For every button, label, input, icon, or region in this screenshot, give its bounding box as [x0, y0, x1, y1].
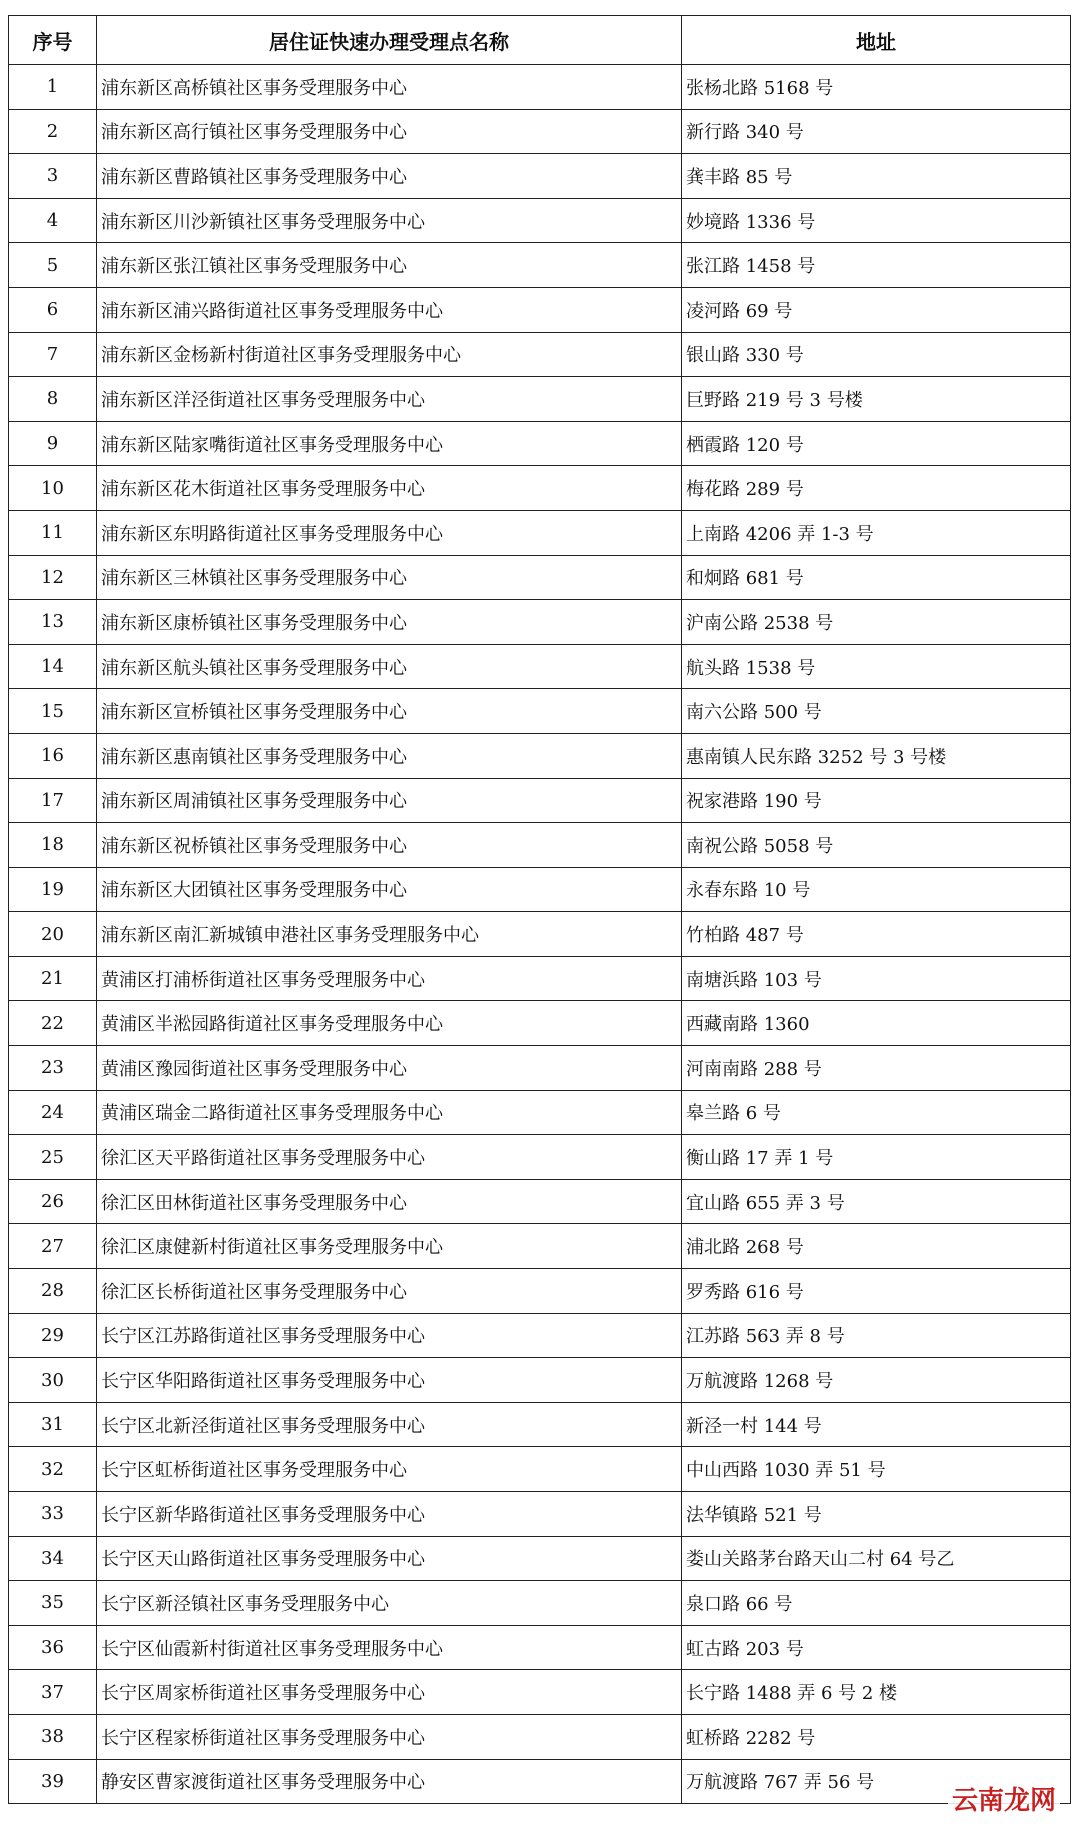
row-index: 16: [9, 733, 97, 778]
table-row: [9, 109, 1071, 154]
header-name: 居住证快速办理受理点名称: [97, 16, 682, 65]
watermark-logo: 云南龙网: [948, 1780, 1060, 1817]
table-row: [9, 510, 1071, 555]
row-address: 万航渡路 1268 号: [682, 1358, 1071, 1403]
row-service-point-name: 黄浦区豫园街道社区事务受理服务中心: [97, 1046, 682, 1091]
row-service-point-name: 浦东新区高桥镇社区事务受理服务中心: [97, 65, 682, 110]
row-address: 惠南镇人民东路 3252 号 3 号楼: [682, 733, 1071, 778]
row-service-point-name: 长宁区新泾镇社区事务受理服务中心: [97, 1581, 682, 1626]
row-service-point-name: 浦东新区南汇新城镇申港社区事务受理服务中心: [97, 912, 682, 957]
row-address: 万航渡路 767 弄 56 号: [682, 1759, 1071, 1804]
row-service-point-name: 浦东新区宣桥镇社区事务受理服务中心: [97, 689, 682, 734]
row-address: 娄山关路茅台路天山二村 64 号乙: [682, 1536, 1071, 1581]
row-index: 27: [9, 1224, 97, 1269]
row-index: 9: [9, 421, 97, 466]
row-index: 36: [9, 1625, 97, 1670]
row-index: 20: [9, 912, 97, 957]
row-index: 29: [9, 1313, 97, 1358]
row-service-point-name: 长宁区周家桥街道社区事务受理服务中心: [97, 1670, 682, 1715]
row-service-point-name: 黄浦区半淞园路街道社区事务受理服务中心: [97, 1001, 682, 1046]
row-index: 24: [9, 1090, 97, 1135]
row-address: 新泾一村 144 号: [682, 1402, 1071, 1447]
table-row: [9, 1714, 1071, 1759]
row-index: 28: [9, 1269, 97, 1314]
row-service-point-name: 浦东新区张江镇社区事务受理服务中心: [97, 243, 682, 288]
row-service-point-name: 浦东新区浦兴路街道社区事务受理服务中心: [97, 287, 682, 332]
row-address: 浦北路 268 号: [682, 1224, 1071, 1269]
row-index: 8: [9, 377, 97, 422]
row-service-point-name: 徐汇区长桥街道社区事务受理服务中心: [97, 1269, 682, 1314]
row-service-point-name: 浦东新区高行镇社区事务受理服务中心: [97, 109, 682, 154]
row-service-point-name: 静安区曹家渡街道社区事务受理服务中心: [97, 1759, 682, 1804]
row-address: 梅花路 289 号: [682, 466, 1071, 511]
row-service-point-name: 浦东新区周浦镇社区事务受理服务中心: [97, 778, 682, 823]
row-index: 7: [9, 332, 97, 377]
row-index: 19: [9, 867, 97, 912]
row-index: 31: [9, 1402, 97, 1447]
row-service-point-name: 徐汇区康健新村街道社区事务受理服务中心: [97, 1224, 682, 1269]
table-row: [9, 1759, 1071, 1804]
row-index: 14: [9, 644, 97, 689]
row-index: 33: [9, 1492, 97, 1537]
row-index: 32: [9, 1447, 97, 1492]
row-service-point-name: 长宁区华阳路街道社区事务受理服务中心: [97, 1358, 682, 1403]
row-service-point-name: 长宁区虹桥街道社区事务受理服务中心: [97, 1447, 682, 1492]
table-row: [9, 823, 1071, 868]
table-row: [9, 644, 1071, 689]
table-row: [9, 1001, 1071, 1046]
table-row: [9, 733, 1071, 778]
table-row: [9, 555, 1071, 600]
row-index: 35: [9, 1581, 97, 1626]
row-address: 长宁路 1488 弄 6 号 2 楼: [682, 1670, 1071, 1715]
row-address: 航头路 1538 号: [682, 644, 1071, 689]
row-index: 12: [9, 555, 97, 600]
row-address: 张江路 1458 号: [682, 243, 1071, 288]
table-row: [9, 1046, 1071, 1091]
header-index: 序号: [9, 16, 97, 65]
table-row: [9, 689, 1071, 734]
row-service-point-name: 徐汇区天平路街道社区事务受理服务中心: [97, 1135, 682, 1180]
table-row: [9, 912, 1071, 957]
row-index: 2: [9, 109, 97, 154]
row-address: 栖霞路 120 号: [682, 421, 1071, 466]
row-service-point-name: 浦东新区祝桥镇社区事务受理服务中心: [97, 823, 682, 868]
row-service-point-name: 长宁区程家桥街道社区事务受理服务中心: [97, 1714, 682, 1759]
table-row: [9, 1536, 1071, 1581]
table-row: [9, 1625, 1071, 1670]
table-row: [9, 1581, 1071, 1626]
table-row: [9, 1492, 1071, 1537]
row-address: 南六公路 500 号: [682, 689, 1071, 734]
row-address: 巨野路 219 号 3 号楼: [682, 377, 1071, 422]
table-row: [9, 1135, 1071, 1180]
row-service-point-name: 长宁区天山路街道社区事务受理服务中心: [97, 1536, 682, 1581]
row-index: 6: [9, 287, 97, 332]
row-address: 竹柏路 487 号: [682, 912, 1071, 957]
row-address: 衡山路 17 弄 1 号: [682, 1135, 1071, 1180]
row-service-point-name: 徐汇区田林街道社区事务受理服务中心: [97, 1179, 682, 1224]
row-service-point-name: 浦东新区洋泾街道社区事务受理服务中心: [97, 377, 682, 422]
service-points-table: [8, 15, 1071, 1804]
row-address: 南祝公路 5058 号: [682, 823, 1071, 868]
row-index: 21: [9, 956, 97, 1001]
row-index: 39: [9, 1759, 97, 1804]
table-row: [9, 243, 1071, 288]
row-index: 4: [9, 198, 97, 243]
row-address: 皋兰路 6 号: [682, 1090, 1071, 1135]
row-index: 38: [9, 1714, 97, 1759]
table-row: [9, 1402, 1071, 1447]
table-row: [9, 377, 1071, 422]
table-row: [9, 1179, 1071, 1224]
row-service-point-name: 浦东新区康桥镇社区事务受理服务中心: [97, 600, 682, 645]
table-row: [9, 1313, 1071, 1358]
row-address: 南塘浜路 103 号: [682, 956, 1071, 1001]
row-address: 沪南公路 2538 号: [682, 600, 1071, 645]
row-address: 虹桥路 2282 号: [682, 1714, 1071, 1759]
row-index: 13: [9, 600, 97, 645]
table-row: [9, 778, 1071, 823]
table-row: [9, 1269, 1071, 1314]
table-row: [9, 466, 1071, 511]
row-index: 23: [9, 1046, 97, 1091]
row-index: 22: [9, 1001, 97, 1046]
row-index: 17: [9, 778, 97, 823]
row-address: 银山路 330 号: [682, 332, 1071, 377]
table-body: [9, 65, 1071, 1804]
row-service-point-name: 浦东新区三林镇社区事务受理服务中心: [97, 555, 682, 600]
row-address: 永春东路 10 号: [682, 867, 1071, 912]
table-row: [9, 198, 1071, 243]
row-address: 上南路 4206 弄 1-3 号: [682, 510, 1071, 555]
table-row: [9, 1447, 1071, 1492]
row-service-point-name: 长宁区江苏路街道社区事务受理服务中心: [97, 1313, 682, 1358]
row-index: 5: [9, 243, 97, 288]
row-index: 26: [9, 1179, 97, 1224]
row-address: 江苏路 563 弄 8 号: [682, 1313, 1071, 1358]
row-address: 龚丰路 85 号: [682, 154, 1071, 199]
row-service-point-name: 浦东新区惠南镇社区事务受理服务中心: [97, 733, 682, 778]
row-index: 18: [9, 823, 97, 868]
row-service-point-name: 浦东新区航头镇社区事务受理服务中心: [97, 644, 682, 689]
row-address: 罗秀路 616 号: [682, 1269, 1071, 1314]
row-service-point-name: 浦东新区曹路镇社区事务受理服务中心: [97, 154, 682, 199]
row-address: 西藏南路 1360: [682, 1001, 1071, 1046]
row-index: 37: [9, 1670, 97, 1715]
row-index: 34: [9, 1536, 97, 1581]
row-service-point-name: 浦东新区金杨新村街道社区事务受理服务中心: [97, 332, 682, 377]
table-row: [9, 1358, 1071, 1403]
row-address: 妙境路 1336 号: [682, 198, 1071, 243]
row-service-point-name: 浦东新区陆家嘴街道社区事务受理服务中心: [97, 421, 682, 466]
table-row: [9, 154, 1071, 199]
table-row: [9, 1224, 1071, 1269]
row-service-point-name: 长宁区仙霞新村街道社区事务受理服务中心: [97, 1625, 682, 1670]
row-address: 法华镇路 521 号: [682, 1492, 1071, 1537]
table-header: [9, 16, 1071, 65]
header-address: 地址: [682, 16, 1071, 65]
row-address: 中山西路 1030 弄 51 号: [682, 1447, 1071, 1492]
row-address: 河南南路 288 号: [682, 1046, 1071, 1091]
table-row: [9, 65, 1071, 110]
row-index: 15: [9, 689, 97, 734]
row-service-point-name: 浦东新区大团镇社区事务受理服务中心: [97, 867, 682, 912]
row-service-point-name: 黄浦区打浦桥街道社区事务受理服务中心: [97, 956, 682, 1001]
row-index: 1: [9, 65, 97, 110]
row-service-point-name: 长宁区新华路街道社区事务受理服务中心: [97, 1492, 682, 1537]
table-row: [9, 1670, 1071, 1715]
row-index: 11: [9, 510, 97, 555]
row-address: 泉口路 66 号: [682, 1581, 1071, 1626]
row-index: 3: [9, 154, 97, 199]
row-service-point-name: 浦东新区花木街道社区事务受理服务中心: [97, 466, 682, 511]
table-row: [9, 421, 1071, 466]
table-row: [9, 867, 1071, 912]
table-row: [9, 332, 1071, 377]
row-address: 虹古路 203 号: [682, 1625, 1071, 1670]
table-row: [9, 956, 1071, 1001]
row-address: 宜山路 655 弄 3 号: [682, 1179, 1071, 1224]
table-row: [9, 1090, 1071, 1135]
row-service-point-name: 浦东新区东明路街道社区事务受理服务中心: [97, 510, 682, 555]
row-address: 凌河路 69 号: [682, 287, 1071, 332]
row-service-point-name: 浦东新区川沙新镇社区事务受理服务中心: [97, 198, 682, 243]
table-row: [9, 287, 1071, 332]
row-index: 25: [9, 1135, 97, 1180]
table-row: [9, 600, 1071, 645]
row-address: 祝家港路 190 号: [682, 778, 1071, 823]
row-index: 10: [9, 466, 97, 511]
header-row: [9, 16, 1071, 65]
row-address: 张杨北路 5168 号: [682, 65, 1071, 110]
row-service-point-name: 黄浦区瑞金二路街道社区事务受理服务中心: [97, 1090, 682, 1135]
row-address: 和炯路 681 号: [682, 555, 1071, 600]
row-service-point-name: 长宁区北新泾街道社区事务受理服务中心: [97, 1402, 682, 1447]
row-index: 30: [9, 1358, 97, 1403]
row-address: 新行路 340 号: [682, 109, 1071, 154]
